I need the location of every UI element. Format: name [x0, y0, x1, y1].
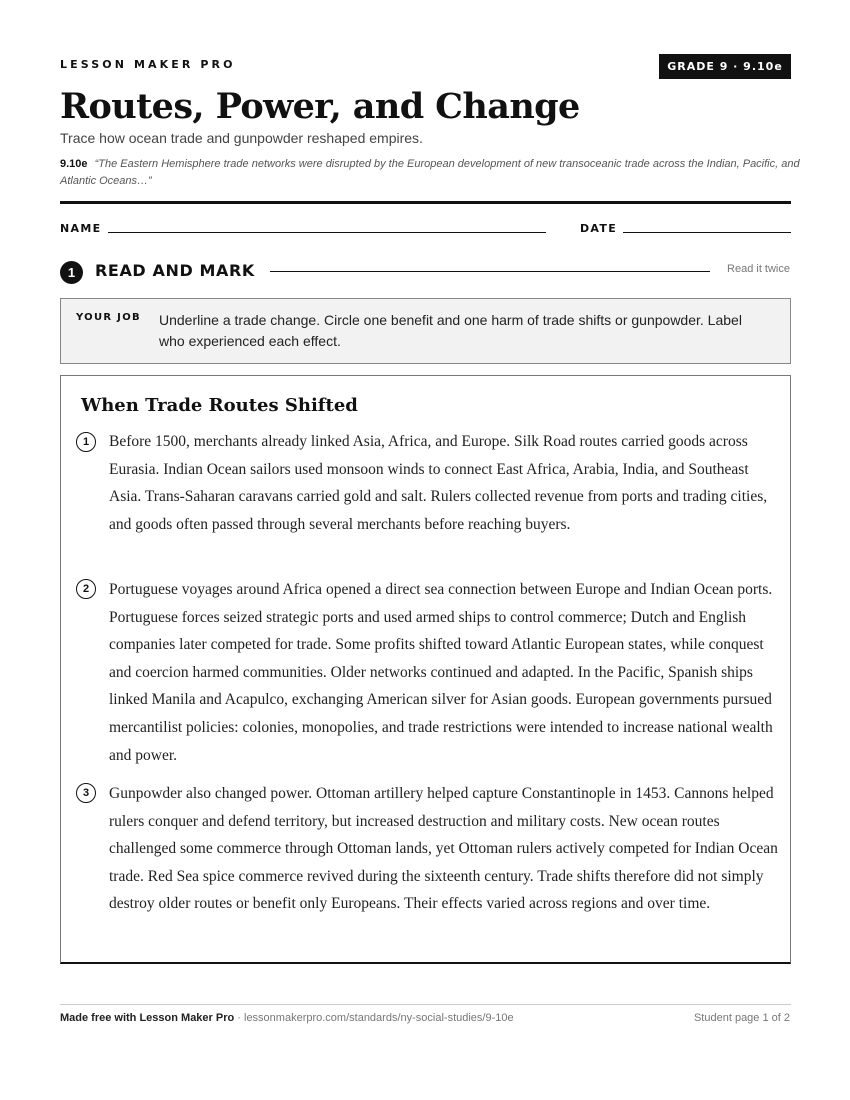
section-number-badge: 1 [60, 261, 83, 284]
paragraph-1: Before 1500, merchants already linked Asia, Africa, and Europe. Silk Road routes carried goods across Eurasia. Indian Ocean sailors used monsoon winds to connect East Africa, Arabia, India, and Southeast Asia. Trans-Saharan caravans carried gold and salt. Rulers collected revenue from ports and trading cities, and goods often passed through several merchants before reaching buyers. [109, 433, 768, 533]
reading-passage [60, 375, 791, 964]
paragraph-3: Gunpowder also changed power. Ottoman artillery helped capture Constantinople in 1453. Cannons helped rulers conquer and defend territory, but increased destruction and military costs. New ocean routes challenged some commerce through Ottoman lands, yet Ottoman rulers actively competed for Indian Ocean trade. Red Sea spice commerce revived during the sixteenth century. Trade shifts therefore did not simply destroy older routes or benefit only Europeans. Their effects varied across regions and over time. [109, 785, 778, 913]
paragraph-number-2: 2 [76, 579, 96, 599]
date-field-line[interactable] [623, 232, 791, 233]
section-note: Read it twice [727, 263, 790, 275]
footer-page-number: Student page 1 of 2 [693, 1012, 790, 1024]
name-label: NAME [60, 222, 102, 235]
grade-badge: GRADE 9 · 9.10e [659, 54, 791, 79]
paragraph-number-3: 3 [76, 783, 96, 803]
date-label: DATE [580, 222, 618, 235]
brand-name: LESSON MAKER PRO [60, 58, 236, 71]
footer-url[interactable]: · lessonmakerpro.com/standards/ny-social-studies/9-10e [234, 1012, 514, 1024]
page-title: Routes, Power, and Change [60, 86, 580, 127]
standard-code: 9.10e [60, 158, 88, 170]
header-divider [60, 201, 791, 204]
your-job-instructions: Underline a trade change. Circle one benefit and one harm of trade shifts or gunpowder. Label who experienced each effect. [159, 312, 742, 349]
paragraph-2: Portuguese voyages around Africa opened a direct sea connection between Europe and Indian Ocean ports. Portuguese forces seized strategic ports and used armed ships to control commerce; Dutch and English companies later competed for trade. Some profits shifted toward Atlantic European states, while conquest and coercion harmed communities. Older networks continued and adapted. In the Pacific, Spanish ships linked Manila and Acapulco, exchanging American silver for Asian goods. European governments pursued mercantilist policies: colonies, monopolies, and trade restrictions were intended to increase national wealth and power. [109, 581, 773, 764]
name-field-line[interactable] [108, 232, 546, 233]
footer-divider [60, 1004, 791, 1005]
reading-title: When Trade Routes Shifted [81, 395, 358, 416]
section-title: READ AND MARK [95, 261, 255, 280]
paragraph-number-1: 1 [76, 432, 96, 452]
your-job-box [60, 298, 791, 364]
section-divider [270, 271, 710, 272]
your-job-label: YOUR JOB [76, 312, 141, 323]
footer-credit [60, 1012, 514, 1024]
page-subtitle: Trace how ocean trade and gunpowder reshaped empires. [60, 130, 423, 146]
footer-made-with: Made free with Lesson Maker Pro [60, 1012, 235, 1024]
standard-statement [60, 156, 800, 190]
standard-quote: “The Eastern Hemisphere trade networks were disrupted by the European development of new transoceanic trade across the Indian, Pacific, and Atlantic Oceans…” [60, 158, 800, 187]
